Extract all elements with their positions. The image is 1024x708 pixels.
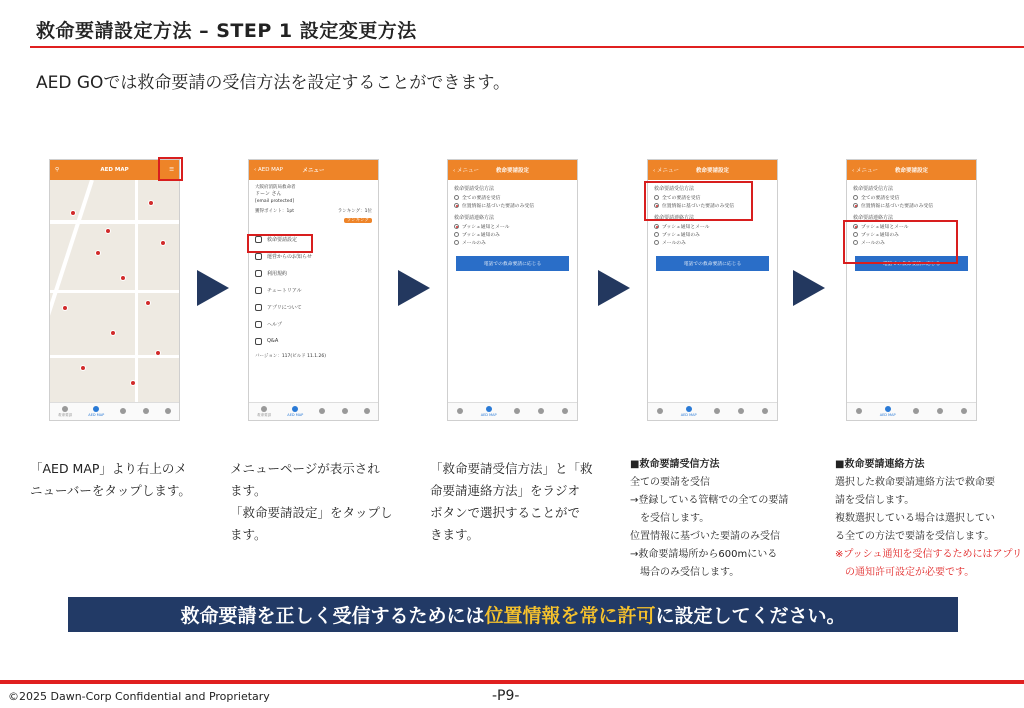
step-arrow-1	[197, 270, 229, 306]
phone-screenshot-settings-3	[846, 159, 977, 421]
phone-rescue-button[interactable]: 電話での救命要請に応じる	[855, 256, 968, 271]
tab-4[interactable]	[143, 408, 149, 415]
menu-item-help[interactable]: ヘルプ	[255, 318, 378, 330]
qa-icon	[255, 338, 262, 345]
tab-aed-map[interactable]: AED MAP	[481, 406, 497, 417]
recv-option-location[interactable]: 位置情報に基づいた要請のみ受信	[454, 202, 577, 209]
recv-option-location[interactable]: 位置情報に基づいた要請のみ受信	[654, 202, 777, 209]
highlight-contact-method	[843, 220, 958, 264]
step-arrow-3	[598, 270, 630, 306]
profile-name: ドーン さん	[255, 191, 282, 197]
tab-rescue[interactable]: 救命要請	[58, 406, 72, 418]
contact-option-push-mail[interactable]: プッシュ通知とメール	[853, 223, 976, 230]
highlight-hamburger	[158, 157, 183, 181]
menu-item-about[interactable]: アプリについて	[255, 301, 378, 313]
desc-step3: 「救命要請受信方法」と「救 命要請連絡方法」をラジオ ボタンで選択することがで きます。	[430, 461, 593, 542]
tab-1[interactable]	[657, 408, 663, 415]
contact-option-mail[interactable]: メールのみ	[853, 239, 976, 246]
tab-5[interactable]	[562, 408, 568, 415]
tab-aed-map[interactable]: AED MAP	[880, 406, 896, 417]
tab-aed-map[interactable]: AED MAP	[681, 406, 697, 417]
settings-header-title: 救命要請設定	[894, 168, 928, 174]
lead-text: AED GOでは救命要請の受信方法を設定することができます。	[36, 73, 511, 93]
notice-banner: 救命要請を正しく受信するためには 位置情報を常に許可 に設定してください。	[68, 597, 958, 632]
contact-option-push[interactable]: プッシュ通知のみ	[654, 231, 777, 238]
contact-title: 救命要請連絡方法	[454, 215, 495, 221]
contact-option-push-mail[interactable]: プッシュ通知とメール	[654, 223, 777, 230]
ranking-button[interactable]: ランキング	[344, 218, 372, 223]
tab-3[interactable]	[714, 408, 720, 415]
phone-rescue-button[interactable]: 電話での救命要請に応じる	[456, 256, 569, 271]
tab-4[interactable]	[342, 408, 348, 415]
tab-4[interactable]	[738, 408, 744, 415]
help-icon	[255, 321, 262, 328]
back-button[interactable]: ‹ メニュー	[453, 168, 479, 174]
menu-item-news[interactable]: 運営からのお知らせ	[255, 250, 378, 262]
step-arrow-4	[793, 270, 825, 306]
phone-screenshot-menu	[248, 159, 379, 421]
menu-item-rescue-settings[interactable]: 救命要請設定	[255, 233, 378, 245]
desc-recv-method: ■救命要請受信方法 全ての要請を受信 →登録している管轄での全ての要請 を受信します。 位置情報に基づいた要請のみ受信 →救命要請場所から600mにいる 場合のみ受信します。	[630, 459, 789, 578]
menu-header	[249, 160, 378, 180]
settings-header-title: 救命要請設定	[695, 168, 729, 174]
title-divider	[30, 46, 1024, 48]
contact-option-push[interactable]: プッシュ通知のみ	[454, 231, 577, 238]
phone-screenshot-settings-1	[447, 159, 578, 421]
tab-1[interactable]	[457, 408, 463, 415]
settings-header-title: 救命要請設定	[495, 168, 529, 174]
version-text: バージョン：117(ビルド 11.1.26)	[255, 354, 327, 359]
highlight-menu-rescue-settings	[247, 234, 313, 253]
push-note: ※プッシュ通知を受信するためにはアプリ	[835, 549, 1023, 560]
tab-rescue[interactable]: 救命要請	[257, 406, 271, 418]
tab-3[interactable]	[514, 408, 520, 415]
contact-title: 救命要請連絡方法	[853, 215, 894, 221]
contact-option-mail[interactable]: メールのみ	[454, 239, 577, 246]
news-icon	[255, 253, 262, 260]
recv-title: 救命要請受信方法	[654, 186, 695, 192]
desc-contact-method: ■救命要請連絡方法 選択した救命要請連絡方法で救命要 請を受信します。 複数選択している場合は選択してい る全ての方法で要請を受信します。 ※プッシュ通知を受信するためにはアプリ の通知許可設定が必要です。	[835, 459, 1023, 578]
key-icon	[255, 270, 262, 277]
info-icon	[255, 304, 262, 311]
page-number: -P9-	[492, 688, 520, 704]
footer-divider	[0, 680, 1024, 684]
recv-title: 救命要請受信方法	[454, 186, 495, 192]
step-arrow-2	[398, 270, 430, 306]
page-title: 救命要請設定方法 – STEP 1 設定変更方法	[36, 20, 417, 42]
contact-title: 救命要請連絡方法	[654, 215, 695, 221]
menu-item-qa[interactable]: Q&A	[255, 335, 378, 347]
points-label: 獲得ポイント：1pt	[255, 209, 294, 214]
menu-header-title: メニュー	[302, 168, 325, 174]
recv-title: 救命要請受信方法	[853, 186, 894, 192]
desc-step1: 「AED MAP」より右上のメ ニューバーをタップします。	[30, 461, 191, 498]
banner-highlight: 位置情報を常に許可	[484, 605, 656, 627]
tab-4[interactable]	[937, 408, 943, 415]
tab-3[interactable]	[913, 408, 919, 415]
tab-5[interactable]	[364, 408, 370, 415]
recv-option-all[interactable]: 全ての要請を受信	[454, 194, 577, 201]
back-button[interactable]: ‹ メニュー	[653, 168, 679, 174]
hamburger-menu-icon[interactable]: ☰	[169, 167, 174, 173]
menu-item-terms[interactable]: 利用規約	[255, 267, 378, 279]
profile-org: 大阪府消防局救命者	[255, 185, 296, 190]
contact-option-push[interactable]: プッシュ通知のみ	[853, 231, 976, 238]
profile-email: [email protected]	[255, 199, 295, 204]
back-button[interactable]: ‹ メニュー	[852, 168, 878, 174]
footer-copyright: ©2025 Dawn-Corp Confidential and Proprietary	[8, 690, 270, 703]
bottom-tab-bar	[50, 402, 179, 420]
map-header-title: AED MAP	[100, 167, 129, 173]
tab-1[interactable]	[856, 408, 862, 415]
guide-icon	[255, 287, 262, 294]
back-button[interactable]: ‹ AED MAP	[254, 167, 283, 173]
tab-5[interactable]	[165, 408, 171, 415]
bottom-tab-bar	[249, 402, 378, 420]
phone-rescue-button[interactable]: 電話での救命要請に応じる	[656, 256, 769, 271]
tab-5[interactable]	[762, 408, 768, 415]
tab-5[interactable]	[961, 408, 967, 415]
recv-option-all[interactable]: 全ての要請を受信	[654, 194, 777, 201]
tab-3[interactable]	[319, 408, 325, 415]
contact-option-mail[interactable]: メールのみ	[654, 239, 777, 246]
highlight-recv-method	[644, 181, 753, 221]
menu-item-tutorial[interactable]: チュートリアル	[255, 284, 378, 296]
tab-3[interactable]	[120, 408, 126, 415]
tab-aed-map[interactable]: AED MAP	[287, 406, 303, 417]
recv-option-all[interactable]: 全ての要請を受信	[853, 194, 976, 201]
contact-option-push-mail[interactable]: プッシュ通知とメール	[454, 223, 577, 230]
desc-step2: メニューページが表示され ます。 「救命要請設定」をタップし ます。	[230, 461, 393, 542]
tab-4[interactable]	[538, 408, 544, 415]
profile-block	[249, 180, 378, 228]
map-area[interactable]	[50, 180, 179, 402]
phone-screenshot-map	[49, 159, 180, 421]
recv-option-location[interactable]: 位置情報に基づいた要請のみ受信	[853, 202, 976, 209]
tab-aed-map[interactable]: AED MAP	[88, 406, 104, 417]
search-icon[interactable]: ⚲	[55, 167, 60, 173]
rank-label: ランキング：1位	[337, 209, 372, 214]
